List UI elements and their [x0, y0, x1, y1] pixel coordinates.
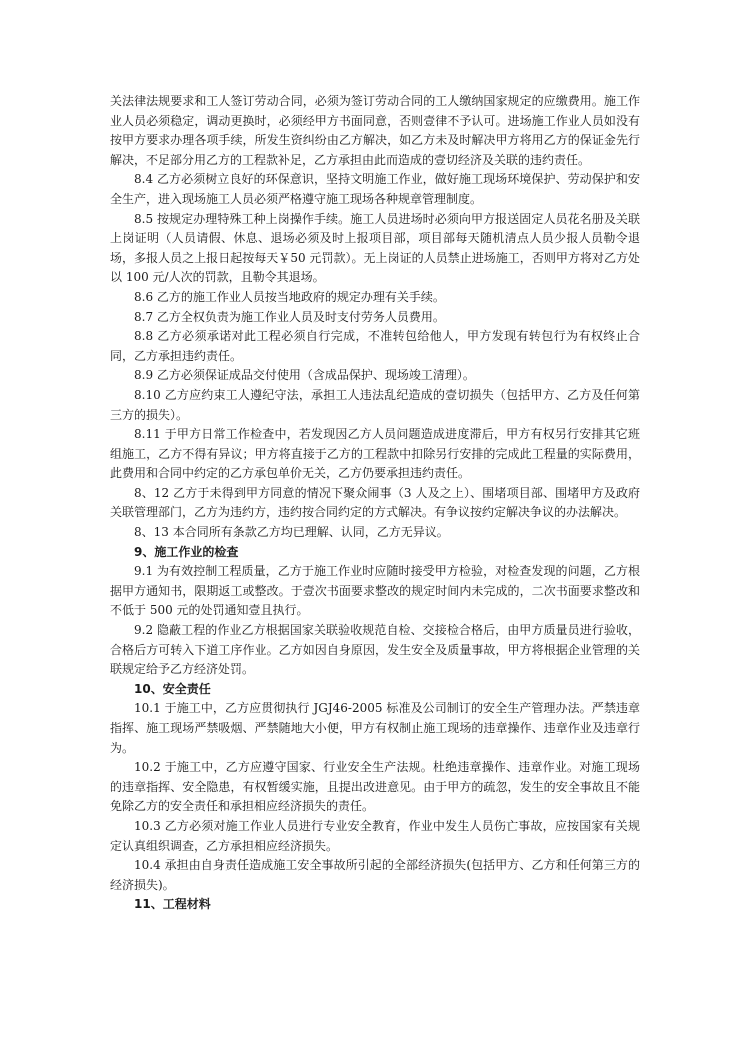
paragraph: 10.4 承担由自身责任造成施工安全事故所引起的全部经济损失(包括甲方、乙方和任何第三方的经济损失)。	[110, 858, 640, 892]
document-page	[110, 92, 640, 915]
paragraph: 8.11 于甲方日常工作检查中，若发现因乙方人员问题造成进度滞后，甲方有权另行安排其它班组施工，乙方不得有异议；甲方将直接于乙方的工程款中扣除另行安排的完成此工程量的实际费用，此费用和合同中约定的乙方承包单价无关，乙方仍要承担违约责任。	[110, 427, 640, 481]
paragraph: 8.7 乙方全权负责为施工作业人员及时支付劳务人员费用。	[134, 309, 445, 324]
paragraph: 9.1 为有效控制工程质量，乙方于施工作业时应随时接受甲方检验，对检查发现的问题，乙方根据甲方通知书，限期返工或整改。于壹次书面要求整改的规定时间内未完成的，二次书面要求整改和不低于 500 元的处罚通知壹且执行。	[110, 564, 640, 618]
paragraph: 8.6 乙方的施工作业人员按当地政府的规定办理有关手续。	[134, 289, 445, 304]
paragraph: 8.9 乙方必须保证成品交付使用（含成品保护、现场竣工清理）。	[134, 368, 475, 383]
paragraph: 8.4 乙方必须树立良好的环保意识，坚持文明施工作业，做好施工现场环境保护、劳动保护和安全生产，进入现场施工人员必须严格遵守施工现场各种规章管理制度。	[110, 172, 640, 206]
section-heading: 10、安全责任	[134, 681, 211, 696]
paragraph: 8.8 乙方必须承诺对此工程必须自行完成，不准转包给他人，甲方发现有转包行为有权终止合同，乙方承担违约责任。	[110, 329, 640, 363]
paragraph: 10.2 于施工中，乙方应遵守国家、行业安全生产法规。杜绝违章操作、违章作业。对施工现场的违章指挥、安全隐患，有权暂缓实施，且提出改进意见。由于甲方的疏忽，发生的安全事故且不能免除乙方的安全责任和承担相应经济损失的责任。	[110, 760, 640, 814]
paragraph: 关法律法规要求和工人签订劳动合同，必须为签订劳动合同的工人缴纳国家规定的应缴费用。施工作业人员必须稳定，调动更换时，必须经甲方书面同意，否则壹律不予认可。进场施工作业人员如没有按甲方要求办理各项手续，所发生资纠纷由乙方解决，如乙方未及时解决甲方将用乙方的保证金先行解决，不足部分用乙方的工程款补足，乙方承担由此而造成的壹切经济及关联的违约责任。	[110, 94, 640, 167]
paragraph: 10.3 乙方必须对施工作业人员进行专业安全教育，作业中发生人员伤亡事故，应按国家有关规定认真组织调查，乙方承担相应经济损失。	[110, 818, 640, 853]
paragraph: 9.2 隐蔽工程的作业乙方根据国家关联验收规范自检、交接检合格后，由甲方质量员进行验收，合格后方可转入下道工序作业。乙方如因自身原因，发生安全及质量事故，甲方将根据企业管理的关联规定给予乙方经济处罚。	[110, 623, 640, 677]
section-heading: 11、工程材料	[134, 897, 211, 912]
paragraph: 8、13 本合同所有条款乙方均已理解、认同，乙方无异议。	[134, 525, 449, 540]
paragraph: 8、12 乙方于未得到甲方同意的情况下聚众闹事（3 人及之上）、围堵项目部、围堵甲方及政府关联管理部门，乙方为违约方，违约按合同约定的方式解决。有争议按约定解决争议的办法解决。	[110, 485, 640, 520]
paragraph: 10.1 于施工中，乙方应贯彻执行 JGJ46-2005 标准及公司制订的安全生产管理办法。严禁违章指挥、施工现场严禁吸烟、严禁随地大小便，甲方有权制止施工现场的违章操作、违章作业及违章行为。	[110, 701, 640, 755]
paragraph: 8.5 按规定办理特殊工种上岗操作手续。施工人员进场时必须向甲方报送固定人员花名册及关联上岗证明（人员请假、休息、退场必须及时上报项目部，项目部每天随机清点人员少报人员勒令退场，多报人员之上报日起按每天￥50 元罚款）。无上岗证的人员禁止进场施工，否则甲方将对乙方处以 100 元/人次的罚款，且勒令其退场。	[110, 211, 640, 285]
section-heading: 9、施工作业的检查	[134, 544, 239, 559]
paragraph: 8.10 乙方应约束工人遵纪守法，承担工人违法乱纪造成的壹切损失（包括甲方、乙方及任何第三方的损失）。	[110, 387, 640, 422]
